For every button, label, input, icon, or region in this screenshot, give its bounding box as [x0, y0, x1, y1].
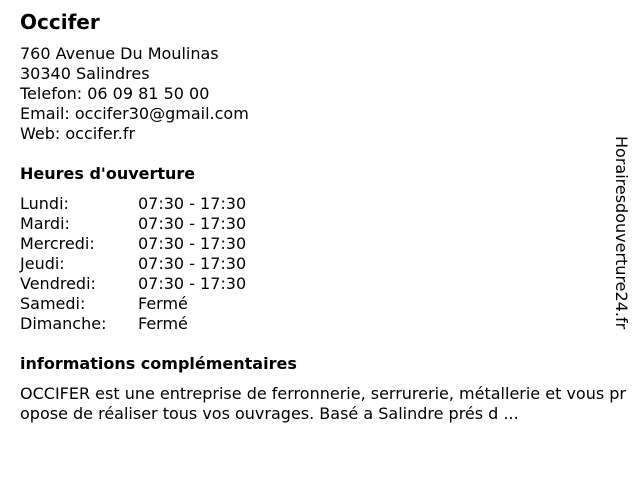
phone-number: Telefon: 06 09 81 50 00 [20, 84, 210, 103]
day-label: Mardi: [20, 214, 70, 233]
website: Web: occifer.fr [20, 124, 136, 143]
site-watermark: Horairesdouverture24.fr [612, 136, 631, 330]
time-value: 07:30 - 17:30 [138, 274, 247, 293]
day-label: Lundi: [20, 194, 69, 213]
day-label: Dimanche: [20, 314, 107, 333]
time-value: 07:30 - 17:30 [138, 254, 247, 273]
opening-hours-heading: Heures d'ouverture [20, 164, 196, 183]
business-name: Occifer [20, 10, 100, 34]
contact-block [20, 44, 249, 144]
day-label: Vendredi: [20, 274, 96, 293]
business-description: OCCIFER est une entreprise de ferronnerie, serrurerie, métallerie et vous propose de réaliser tous vos ouvrages. Basé a Salindre prés d ... [20, 384, 626, 423]
email-address: Email: occifer30@gmail.com [20, 104, 249, 123]
time-value: 07:30 - 17:30 [138, 194, 247, 213]
time-value: Fermé [138, 294, 188, 313]
day-label: Mercredi: [20, 234, 95, 253]
day-label: Jeudi: [20, 254, 65, 273]
time-value: Fermé [138, 314, 188, 333]
time-value: 07:30 - 17:30 [138, 214, 247, 233]
address-city: 30340 Salindres [20, 64, 150, 83]
additional-info-heading: informations complémentaires [20, 354, 297, 373]
time-value: 07:30 - 17:30 [138, 234, 247, 253]
address-street: 760 Avenue Du Moulinas [20, 44, 219, 63]
day-label: Samedi: [20, 294, 86, 313]
